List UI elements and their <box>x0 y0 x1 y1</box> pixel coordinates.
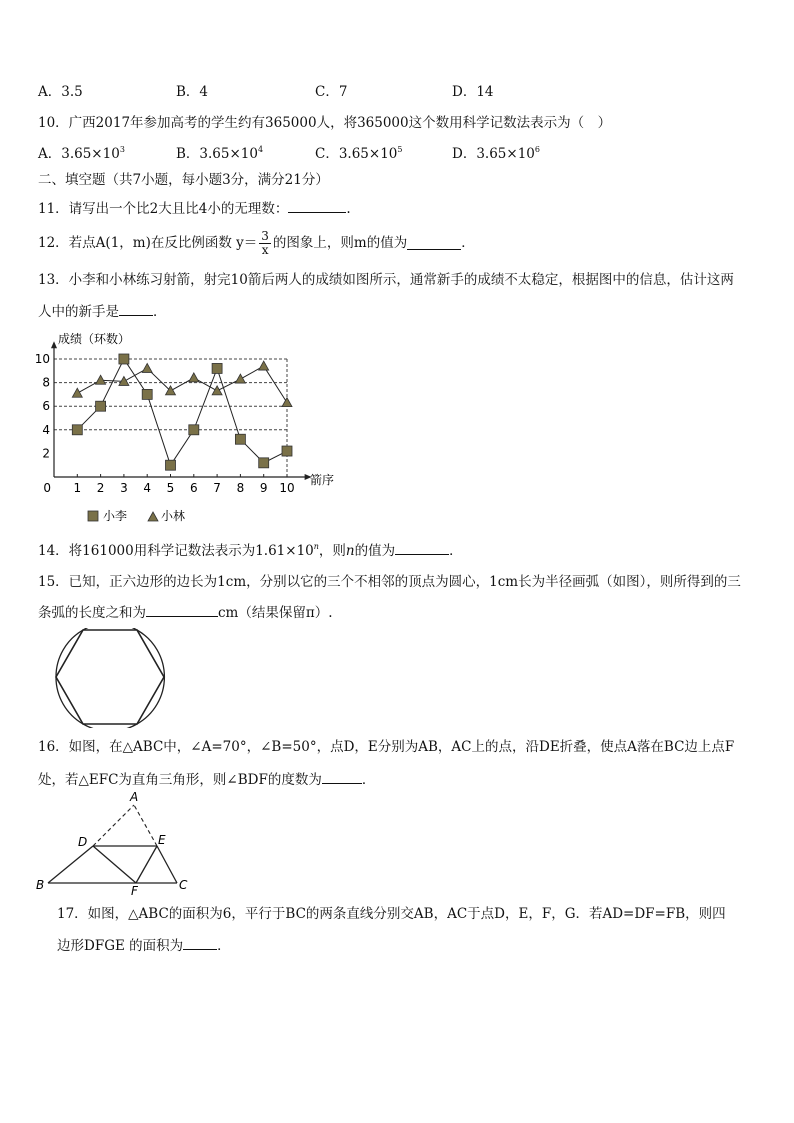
q15-end: cm（结果保留π）. <box>218 605 333 621</box>
q13-answer-blank[interactable] <box>119 302 153 316</box>
point-xiaoli-5 <box>166 460 176 470</box>
x-tick-label-4: 4 <box>143 481 152 495</box>
x-tick-label-6: 6 <box>189 481 198 495</box>
q9-option-c: C．7 <box>315 84 348 100</box>
q14-answer-blank[interactable] <box>395 541 449 555</box>
x-tick-label-1: 1 <box>73 481 82 495</box>
segment-da-dashed <box>93 805 134 846</box>
q14-post: 的值为 <box>354 543 396 559</box>
segment-ef <box>136 846 157 883</box>
q12-post: 的图象上，则m的值为 <box>272 235 408 251</box>
chart-legend <box>88 508 185 523</box>
q17-end: ． <box>217 938 231 954</box>
series-line-1 <box>77 366 287 403</box>
point-xiaoli-2 <box>96 401 106 411</box>
x-tick-label-10: 10 <box>279 481 295 495</box>
chart-y-label: 成绩（环数） <box>58 332 131 346</box>
q17-answer-blank[interactable] <box>183 936 217 950</box>
section-title: 二、填空题（共7小题，每小题3分，满分21分） <box>38 172 329 188</box>
q12 <box>38 225 475 261</box>
point-label-a: A <box>130 790 139 804</box>
point-xiaoli-3 <box>119 354 129 364</box>
y-axis-arrow <box>51 341 57 348</box>
q17-line1: 17．如图，△ABC的面积为6，平行于BC的两条直线分别交AB，AC于点D，E，F，G．若AD=DF=FB，则四 <box>57 906 726 922</box>
point-xiaoli-9 <box>259 458 269 468</box>
point-label-d: D <box>78 835 88 849</box>
point-xiaoli-7 <box>212 363 222 373</box>
regular-hexagon <box>56 630 164 724</box>
point-xiaoli-10 <box>282 446 292 456</box>
y-tick-label-10: 10 <box>34 352 50 366</box>
y-tick-label-2: 2 <box>42 446 50 461</box>
q14 <box>38 541 463 560</box>
segment-df <box>93 846 136 883</box>
arc-1 <box>56 628 137 677</box>
arc-2 <box>137 630 164 724</box>
segment-ea-dashed <box>134 805 157 846</box>
x-tick-label-5: 5 <box>166 481 175 495</box>
point-xiaoli-8 <box>235 434 245 444</box>
q15-answer-blank[interactable] <box>146 603 218 617</box>
arc-3 <box>56 677 137 728</box>
point-xiaolin-2 <box>96 375 106 384</box>
q10-option-a: A．$3.65\times 10^3$ <box>38 145 125 162</box>
legend-label-xiaoli: 小李 <box>103 509 128 523</box>
segment-ec <box>157 846 177 883</box>
q17-text: 边形DFGE 的面积为 <box>57 938 184 954</box>
q15-line2 <box>38 603 333 622</box>
point-xiaoli-6 <box>189 425 199 435</box>
x-tick-label-0: 0 <box>43 481 51 495</box>
chart-x-label: 箭序 <box>310 473 335 487</box>
point-xiaolin-7 <box>212 386 222 395</box>
q10-option-c: C．$3.65\times 10^5$ <box>315 145 403 162</box>
q14-mid: ，则 <box>318 543 346 559</box>
q16-text: 处，若△EFC为直角三角形，则∠BDF的度数为 <box>38 772 322 788</box>
x-tick-label-2: 2 <box>96 481 105 495</box>
point-xiaolin-6 <box>189 373 199 382</box>
q14-end: ． <box>449 543 463 559</box>
q17-line2 <box>57 936 231 955</box>
q11 <box>38 199 351 218</box>
point-label-c: C <box>179 878 188 892</box>
legend-marker-xiaolin <box>148 512 158 521</box>
q10-option-b: B．$3.65\times 10^4$ <box>176 145 264 162</box>
point-xiaolin-9 <box>259 361 269 370</box>
q12-answer-blank[interactable] <box>407 236 461 250</box>
q16-answer-blank[interactable] <box>322 770 362 784</box>
y-tick-label-6: 6 <box>42 399 50 414</box>
q12-numerator: 3 <box>261 228 269 243</box>
q16-line1: 16．如图，在△ABC中，∠A=70°，∠B=50°，点D，E分别为AB，AC上的点，沿DE折叠，使点A落在BC边上点F <box>38 739 735 755</box>
q14-pre: 14．将161000用科学记数法表示为1.61×10 <box>38 543 314 559</box>
q9-option-b: B．4 <box>176 84 209 100</box>
point-label-f: F <box>131 884 138 896</box>
q13-end: ． <box>153 304 167 320</box>
y-tick-label-8: 8 <box>42 375 50 390</box>
q14-exponent: n <box>313 542 319 551</box>
q12-fraction <box>259 230 271 257</box>
point-xiaoli-4 <box>142 389 152 399</box>
q11-text: 11．请写出一个比2大且比4小的无理数： <box>38 201 289 217</box>
legend-label-xiaolin: 小林 <box>161 509 186 523</box>
q9-option-a: A．3.5 <box>38 84 83 100</box>
segment-bd <box>48 846 93 883</box>
q13-text: 人中的新手是 <box>38 304 119 320</box>
point-xiaolin-1 <box>72 388 82 397</box>
hexagon-arcs-figure <box>53 628 168 728</box>
x-tick-label-9: 9 <box>259 481 268 495</box>
q10-text: 10．广西2017年参加高考的学生约有365000人，将365000这个数用科学记数法表示为（ ） <box>38 115 612 131</box>
series-line-0 <box>77 359 287 465</box>
x-tick-label-7: 7 <box>213 481 221 495</box>
point-label-b: B <box>36 878 45 892</box>
x-tick-label-3: 3 <box>120 481 128 495</box>
q9-option-d: D．14 <box>452 84 494 100</box>
legend-marker-xiaoli <box>88 511 98 521</box>
chart-axes <box>35 341 312 495</box>
point-xiaolin-8 <box>235 374 245 383</box>
q11-answer-blank[interactable] <box>288 199 346 213</box>
point-xiaolin-4 <box>142 363 152 372</box>
q15-text: 条弧的长度之和为 <box>38 605 146 621</box>
q15-line1: 15．已知，正六边形的边长为1cm，分别以它的三个不相邻的顶点为圆心，1cm长为半径画弧（如图），则所得到的三 <box>38 574 741 590</box>
q12-pre: 12．若点A(1，m)在反比例函数 y＝ <box>38 235 258 251</box>
chart-series <box>72 354 292 470</box>
q16-end: ． <box>361 772 376 788</box>
q11-end: . <box>346 201 351 217</box>
q14-var: n <box>345 543 355 559</box>
point-xiaolin-10 <box>282 398 292 407</box>
point-label-e: E <box>158 833 166 847</box>
q12-end: ． <box>461 235 475 251</box>
x-tick-label-8: 8 <box>236 481 245 495</box>
y-tick-label-4: 4 <box>42 422 50 437</box>
point-xiaoli-1 <box>72 425 82 435</box>
q12-denominator: x <box>261 242 269 257</box>
folded-triangle-figure <box>34 790 194 896</box>
q16-line2 <box>38 770 375 789</box>
shooting-scores-chart <box>30 328 370 528</box>
q10-option-d: D．$3.65\times 10^6$ <box>452 145 540 162</box>
q13-line1: 13．小李和小林练习射箭，射完10箭后两人的成绩如图所示，通常新手的成绩不太稳定，根据图中的信息，估计这两 <box>38 272 734 288</box>
q13-line2 <box>38 302 167 321</box>
